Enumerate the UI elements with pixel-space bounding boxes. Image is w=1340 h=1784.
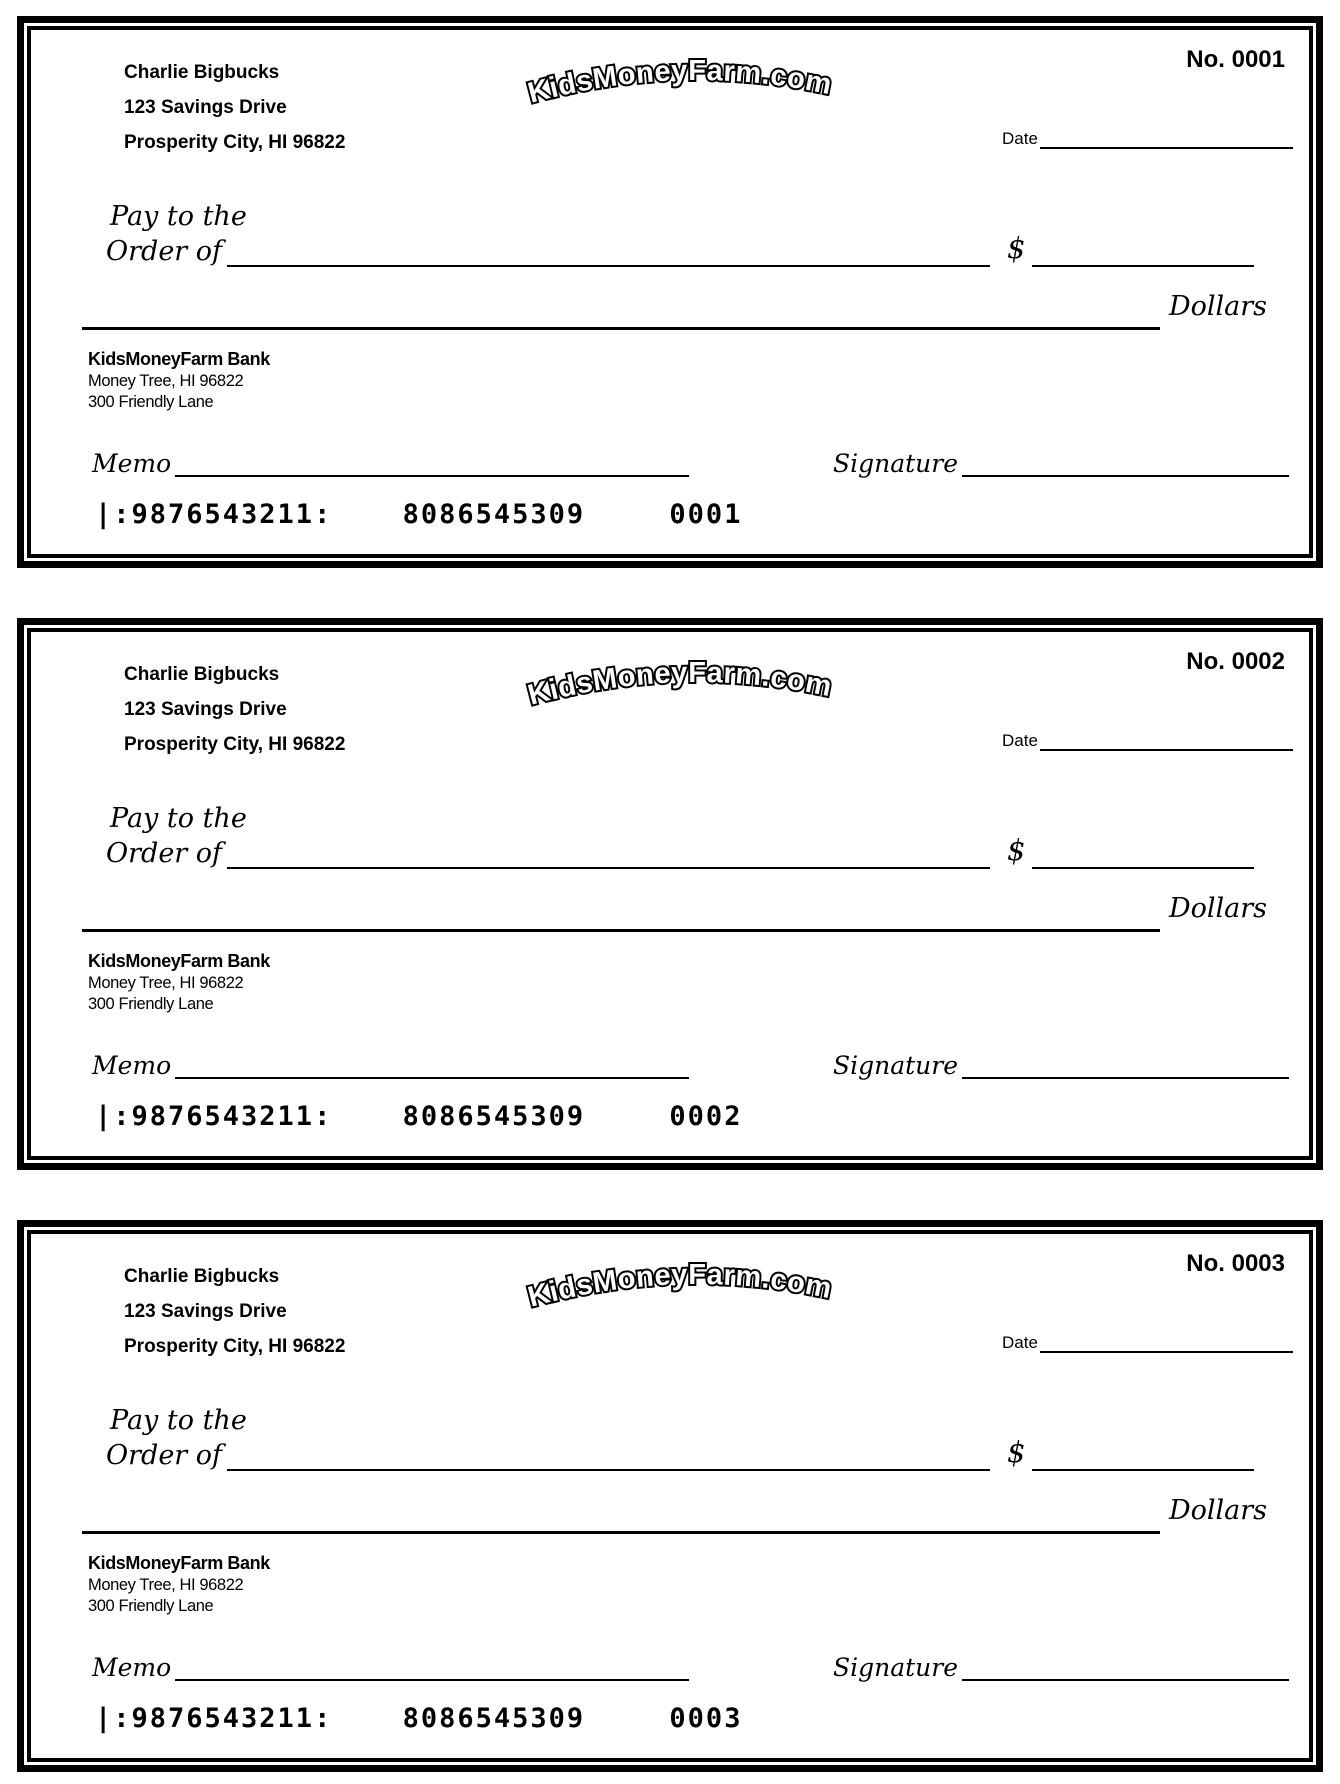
micr-check-number: 0001	[669, 499, 743, 530]
bank-name: KidsMoneyFarm Bank	[88, 951, 270, 971]
order-of-label: Order of	[106, 236, 223, 267]
micr-routing-number: |:9876543211:	[95, 1101, 333, 1132]
date-label: Date	[1002, 1333, 1038, 1352]
memo-line[interactable]	[175, 1053, 689, 1079]
bank-address-line2: 300 Friendly Lane	[88, 994, 214, 1013]
check	[17, 618, 1323, 1170]
payer-block	[124, 657, 345, 762]
amount-words-line[interactable]	[82, 301, 1160, 330]
bank-name: KidsMoneyFarm Bank	[88, 1553, 270, 1573]
payee-line[interactable]	[227, 241, 990, 267]
payer-name: Charlie Bigbucks	[124, 1266, 280, 1287]
payer-address-line1: 123 Savings Drive	[124, 1301, 287, 1322]
amount-words-line[interactable]	[82, 903, 1160, 932]
bank-block	[88, 950, 270, 1014]
signature-label: Signature	[833, 449, 959, 478]
pay-to-the-label: Pay to the	[110, 803, 247, 834]
signature-line[interactable]	[962, 1655, 1289, 1681]
memo-label: Memo	[92, 1653, 172, 1682]
payer-name: Charlie Bigbucks	[124, 62, 280, 83]
memo-line[interactable]	[175, 451, 689, 477]
order-of-label: Order of	[106, 1440, 223, 1471]
check-number-label: No. 0003	[1186, 1250, 1285, 1277]
amount-line[interactable]	[1032, 241, 1254, 267]
svg-text:KidsMoneyFarm.com: KidsMoneyFarm.com	[525, 656, 835, 712]
date-label: Date	[1002, 129, 1038, 148]
check-number-label: No. 0002	[1186, 648, 1285, 675]
date-line[interactable]	[1040, 123, 1293, 149]
payer-address-line1: 123 Savings Drive	[124, 699, 287, 720]
signature-label: Signature	[833, 1051, 959, 1080]
bank-address-line1: Money Tree, HI 96822	[88, 372, 244, 390]
bank-name: KidsMoneyFarm Bank	[88, 349, 270, 369]
bank-address-line2: 300 Friendly Lane	[88, 392, 214, 411]
date-line[interactable]	[1040, 1327, 1293, 1353]
check	[17, 1220, 1323, 1772]
micr-routing-number: |:9876543211:	[95, 499, 333, 530]
dollars-label: Dollars	[1169, 291, 1268, 322]
memo-label: Memo	[92, 449, 172, 478]
micr-check-number: 0002	[669, 1101, 743, 1132]
svg-text:KidsMoneyFarm.com: KidsMoneyFarm.com	[525, 54, 835, 110]
amount-line[interactable]	[1032, 843, 1254, 869]
dollars-label: Dollars	[1169, 893, 1268, 924]
bank-address-line1: Money Tree, HI 96822	[88, 974, 244, 992]
micr-account-number: 8086545309	[402, 1101, 586, 1132]
micr-account-number: 8086545309	[402, 499, 586, 530]
bank-address-line2: 300 Friendly Lane	[88, 1596, 214, 1615]
svg-text:KidsMoneyFarm.com: KidsMoneyFarm.com	[525, 1258, 835, 1314]
amount-line[interactable]	[1032, 1445, 1254, 1471]
kidsmoneyfarm-logo	[525, 651, 855, 721]
micr-account-number: 8086545309	[402, 1703, 586, 1734]
micr-routing-number: |:9876543211:	[95, 1703, 333, 1734]
signature-line[interactable]	[962, 451, 1289, 477]
kidsmoneyfarm-logo	[525, 1253, 855, 1323]
micr-line	[95, 1703, 742, 1734]
bank-block	[88, 348, 270, 412]
bank-block	[88, 1552, 270, 1616]
payer-address-line2: Prosperity City, HI 96822	[124, 734, 346, 755]
dollars-label: Dollars	[1169, 1495, 1268, 1526]
bank-address-line1: Money Tree, HI 96822	[88, 1576, 244, 1594]
payer-address-line2: Prosperity City, HI 96822	[124, 132, 346, 153]
dollar-sign-label: $	[1007, 1435, 1026, 1469]
signature-line[interactable]	[962, 1053, 1289, 1079]
date-line[interactable]	[1040, 725, 1293, 751]
memo-label: Memo	[92, 1051, 172, 1080]
micr-line	[95, 499, 742, 530]
payee-line[interactable]	[227, 843, 990, 869]
signature-label: Signature	[833, 1653, 959, 1682]
dollar-sign-label: $	[1007, 231, 1026, 265]
date-label: Date	[1002, 731, 1038, 750]
micr-check-number: 0003	[669, 1703, 743, 1734]
pay-to-the-label: Pay to the	[110, 1405, 247, 1436]
pay-to-the-label: Pay to the	[110, 201, 247, 232]
memo-line[interactable]	[175, 1655, 689, 1681]
order-of-label: Order of	[106, 838, 223, 869]
dollar-sign-label: $	[1007, 833, 1026, 867]
payer-name: Charlie Bigbucks	[124, 664, 280, 685]
amount-words-line[interactable]	[82, 1505, 1160, 1534]
micr-line	[95, 1101, 742, 1132]
payee-line[interactable]	[227, 1445, 990, 1471]
payer-block	[124, 55, 345, 160]
payer-block	[124, 1259, 345, 1364]
payer-address-line1: 123 Savings Drive	[124, 97, 287, 118]
check-number-label: No. 0001	[1186, 46, 1285, 73]
check	[17, 16, 1323, 568]
payer-address-line2: Prosperity City, HI 96822	[124, 1336, 346, 1357]
kidsmoneyfarm-logo	[525, 49, 855, 119]
